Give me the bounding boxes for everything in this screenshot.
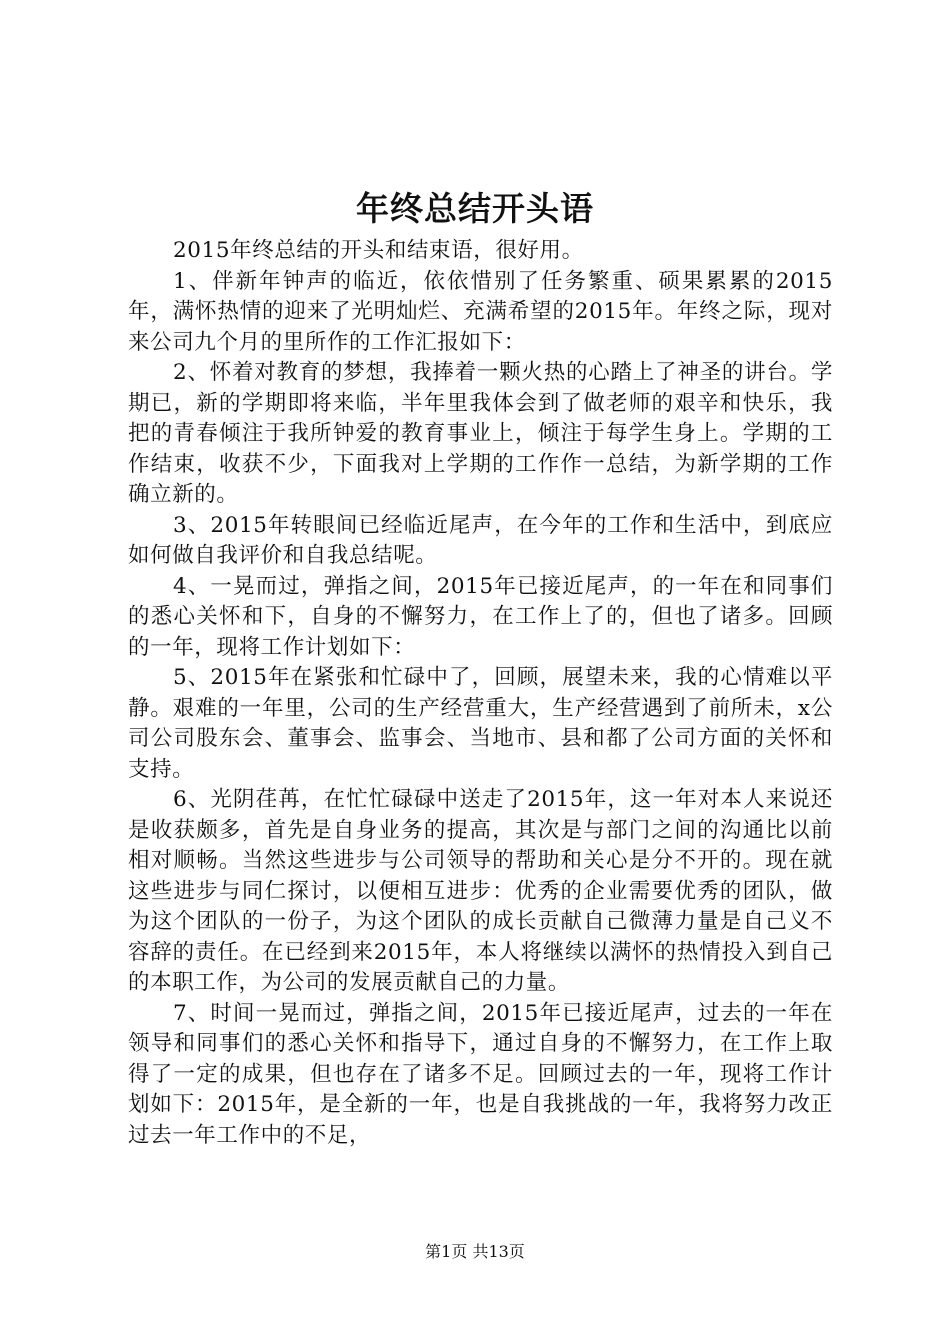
paragraph-5: 5、2015年在紧张和忙碌中了，回顾，展望未来，我的心情难以平静。艰难的一年里，公司的生产经营重大，生产经营遇到了前所未，x公司公司股东会、董事会、监事会、当地市、县和都了公司方面的关怀和支持。 <box>128 665 833 782</box>
paragraph-6: 6、光阴荏苒，在忙忙碌碌中送走了2015年，这一年对本人来说还是收获颇多，首先是自身业务的提高，其次是与部门之间的沟通比以前相对顺畅。当然这些进步与公司领导的帮助和关心是分不开的。现在就这些进步与同仁探讨，以便相互进步：优秀的企业需要优秀的团队，做为这个团队的一份子，为这个团队的成长贡献自己微薄力量是自己义不容辞的责任。在已经到来2015年，本人将继续以满怀的热情投入到自己的本职工作，为公司的发展贡献自己的力量。 <box>128 787 833 995</box>
page-footer: 第1页 共13页 <box>425 1242 525 1261</box>
paragraph-3: 3、2015年转眼间已经临近尾声，在今年的工作和生活中，到底应如何做自我评价和自我总结呢。 <box>128 512 833 568</box>
paragraph-intro: 2015年终总结的开头和结束语，很好用。 <box>173 238 584 263</box>
document-body <box>128 236 833 1151</box>
paragraph-2: 2、怀着对教育的梦想，我捧着一颗火热的心踏上了神圣的讲台。学期已，新的学期即将来临，半年里我体会到了做老师的艰辛和快乐，我把的青春倾注于我所钟爱的教育事业上，倾注于每学生身上。学期的工作结束，收获不少，下面我对上学期的工作作一总结，为新学期的工作确立新的。 <box>128 360 833 507</box>
paragraph-7: 7、时间一晃而过，弹指之间，2015年已接近尾声，过去的一年在领导和同事们的悉心关怀和指导下，通过自身的不懈努力，在工作上取得了一定的成果，但也存在了诸多不足。回顾过去的一年，现将工作计划如下：2015年，是全新的一年，也是自我挑战的一年，我将努力改正过去一年工作中的不足， <box>128 1000 833 1148</box>
paragraph-1: 1、伴新年钟声的临近，依依惜别了任务繁重、硕果累累的2015年，满怀热情的迎来了光明灿烂、充满希望的2015年。年终之际，现对来公司九个月的里所作的工作汇报如下： <box>128 268 833 355</box>
document-title: 年终总结开头语 <box>356 189 594 228</box>
paragraph-4: 4、一晃而过，弹指之间，2015年已接近尾声，的一年在和同事们的悉心关怀和下，自身的不懈努力，在工作上了的，但也了诸多。回顾的一年，现将工作计划如下： <box>128 573 833 660</box>
